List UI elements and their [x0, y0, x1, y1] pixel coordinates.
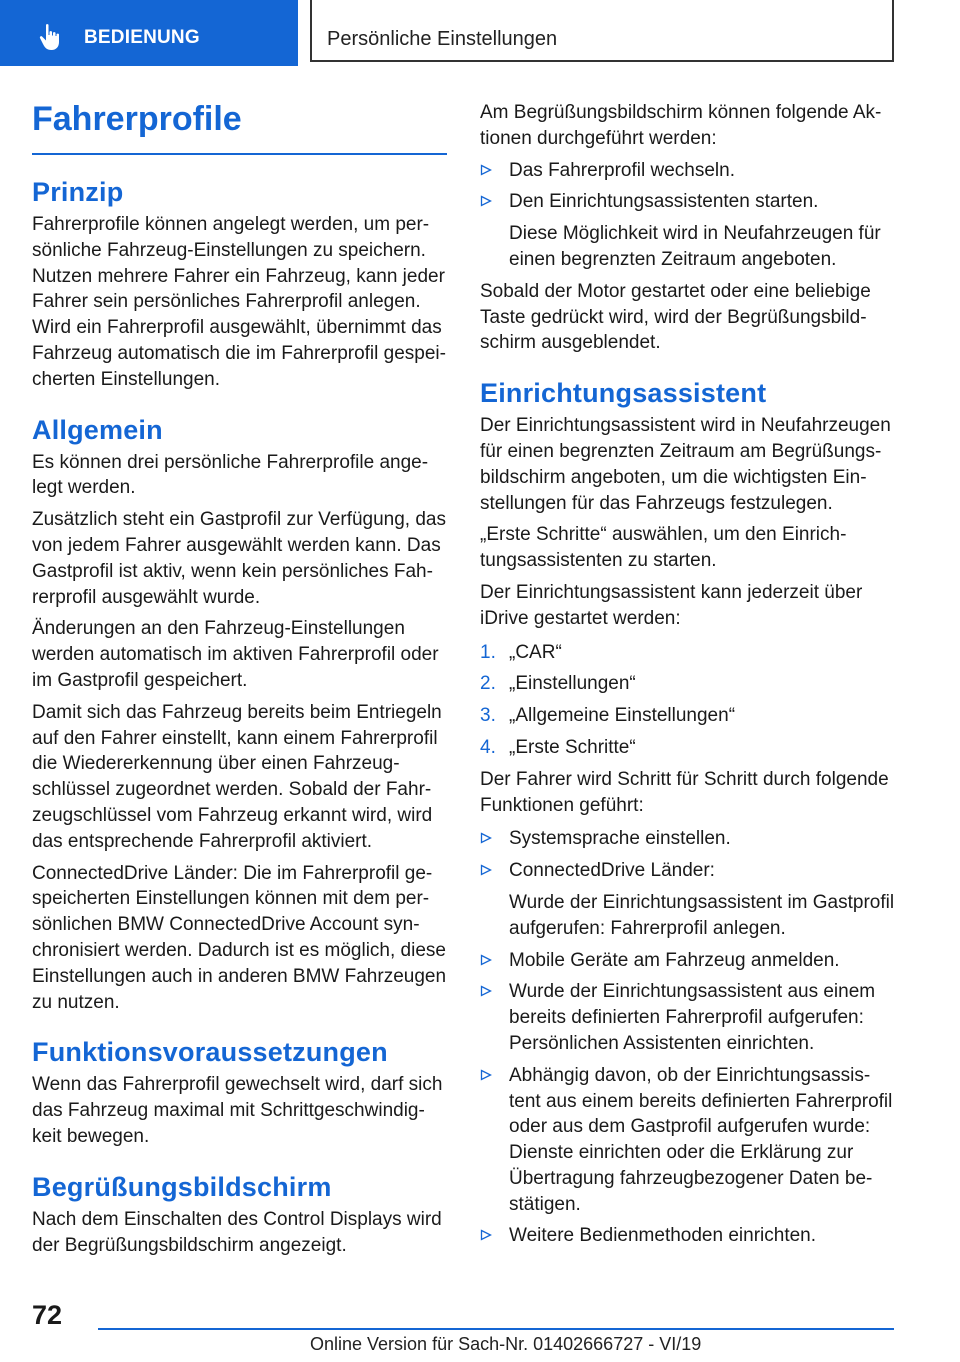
step-number: 3.	[480, 705, 496, 727]
paragraph: Nach dem Einschalten des Control Displays wird der Begrüßungsbildschirm angezeigt.	[32, 1208, 442, 1256]
section-label: Persönliche Einstellungen	[327, 28, 558, 50]
section-begruessungsbildschirm	[32, 1172, 447, 1259]
heading-funktionsvoraussetzungen: Funktionsvoraussetzungen	[32, 1037, 388, 1068]
list-item-text: ConnectedDrive Länder:	[509, 860, 715, 882]
heading-begruessungsbildschirm: Begrüßungsbildschirm	[32, 1171, 332, 1202]
triangle-bullet-icon	[480, 164, 492, 176]
actions-list	[480, 158, 895, 273]
list-item-text: Den Einrichtungsassistenten starten.	[509, 191, 819, 213]
triangle-bullet-icon	[480, 1069, 492, 1081]
paragraph: Der Einrichtungsassistent kann jederzeit über iDrive gestartet werden:	[480, 581, 863, 629]
list-item-text: Mobile Geräte am Fahrzeug anmelden.	[509, 949, 840, 971]
hand-pointer-icon	[38, 23, 64, 51]
step-number: 2.	[480, 673, 496, 695]
paragraph: Damit sich das Fahrzeug bereits beim Entriegeln auf den Fahrer einstellt, kann einem Fahrerprofil die Wiedererkennung über einen Fahrzeugschlüssel zugeordnet werden. Sobald der Fahrzeugschlüssel vom Fahrzeug erkannt wird, wird das entsprechende Fahrerprofil aktiviert.	[32, 701, 442, 852]
paragraph: Fahrerprofile können angelegt werden, um persönliche Fahrzeug-Einstellungen zu speichern. Nutzen mehrere Fahrer ein Fahrzeug, kann jeder Fahrer sein persönliches Fahrerprofil anlegen. Wird ein Fahrerprofil ausgewählt, übernimmt das Fahrzeug automatisch die im Fahrerprofil gespeicherten Einstellungen.	[32, 214, 446, 390]
list-item	[480, 158, 895, 184]
paragraph: Wenn das Fahrerprofil gewechselt wird, darf sich das Fahrzeug maximal mit Schrittgeschwindigkeit bewegen.	[32, 1074, 443, 1147]
step-text: „CAR“	[509, 641, 562, 663]
right-column	[480, 100, 895, 1271]
chapter-tab	[0, 0, 298, 66]
section-prinzip	[32, 177, 447, 393]
step-number: 1.	[480, 641, 496, 663]
footer-divider	[98, 1328, 894, 1330]
list-item-text: Das Fahrerprofil wechseln.	[509, 159, 735, 181]
triangle-bullet-icon	[480, 864, 492, 876]
paragraph: Es können drei persönliche Fahrerprofile angelegt werden.	[32, 451, 429, 499]
paragraph: Änderungen an den Fahrzeug-Einstellungen werden automatisch im aktiven Fahrerprofil oder im Gastprofil gespeichert.	[32, 618, 439, 691]
step-text: „Einstellungen“	[509, 673, 636, 695]
step-text: „Allgemeine Einstellungen“	[509, 705, 736, 727]
list-item-text: Abhängig davon, ob der Einrichtungsassistent aus einem bereits definierten Fahrerprofil oder aus dem Gastprofil aufgerufen wurde: Dienste einrichten oder die Erklärung zur Übertragung fahrzeugbezogener Daten bestätigen.	[509, 1064, 893, 1215]
section-funktionsvoraussetzungen	[32, 1037, 447, 1149]
paragraph: Zusätzlich steht ein Gastprofil zur Verfügung, das von jedem Fahrer ausgewählt werden kann. Das Gastprofil ist aktiv, wenn kein persönliches Fahrerprofil ausgewählt wurde.	[32, 509, 446, 608]
list-item	[480, 979, 895, 1056]
triangle-bullet-icon	[480, 832, 492, 844]
list-item	[480, 703, 895, 729]
list-item-text: Weitere Bedienmethoden einrichten.	[509, 1225, 817, 1247]
list-item-subtext: Diese Möglichkeit wird in Neufahrzeugen für einen begrenzten Zeitraum angeboten.	[509, 223, 881, 270]
heading-allgemein: Allgemein	[32, 414, 163, 445]
heading-prinzip: Prinzip	[32, 177, 124, 207]
triangle-bullet-icon	[480, 1229, 492, 1241]
step-number: 4.	[480, 736, 496, 758]
list-item	[480, 189, 895, 272]
list-item	[480, 826, 895, 852]
list-item	[480, 948, 895, 974]
section-einrichtungsassistent	[480, 378, 895, 1249]
triangle-bullet-icon	[480, 954, 492, 966]
triangle-bullet-icon	[480, 985, 492, 997]
list-item	[480, 1223, 895, 1249]
paragraph: Sobald der Motor gestartet oder eine beliebige Taste gedrückt wird, wird der Begrüßungsbildschirm ausgeblendet.	[480, 280, 871, 354]
heading-einrichtungsassistent: Einrichtungsassistent	[480, 378, 767, 409]
list-item-subtext: Wurde der Einrichtungsassistent im Gastprofil aufgerufen: Fahrerprofil anlegen.	[509, 891, 895, 939]
section-tab	[310, 0, 894, 62]
triangle-bullet-icon	[480, 195, 492, 207]
paragraph: Am Begrüßungsbildschirm können folgende Aktionen durchgeführt werden:	[480, 102, 882, 149]
page-header	[0, 0, 960, 66]
steps-list	[480, 640, 895, 761]
paragraph: „Erste Schritte“ auswählen, um den Einrichtungsassistenten zu starten.	[480, 524, 847, 572]
list-item	[480, 671, 895, 697]
list-item	[480, 858, 895, 941]
paragraph: ConnectedDrive Länder: Die im Fahrerprofil gespeicherten Einstellungen können mit dem persönlichen BMW ConnectedDrive Account synchronisiert werden. Dadurch ist es möglich, diese Einstellungen auch in anderen BMW Fahrzeugen zu nutzen.	[32, 862, 447, 1013]
chapter-label: BEDIENUNG	[84, 27, 200, 48]
paragraph: Der Einrichtungsassistent wird in Neufahrzeugen für einen begrenzten Zeitraum am Begrüßungsbildschirm angeboten, um die wichtigsten Einstellungen für das Fahrzeugs festzulegen.	[480, 415, 891, 514]
functions-list	[480, 826, 895, 1249]
section-allgemein	[32, 415, 447, 1016]
page-title: Fahrerprofile	[32, 100, 242, 138]
page-number: 72	[32, 1300, 63, 1330]
list-item-text: Systemsprache einstellen.	[509, 828, 731, 850]
step-text: „Erste Schritte“	[509, 736, 636, 758]
title-divider	[32, 153, 447, 155]
list-item	[480, 640, 895, 666]
list-item-text: Wurde der Einrichtungsassistent aus einem bereits definierten Fahrerprofil aufgerufen: Persönlichen Assistenten einrichten.	[509, 981, 876, 1054]
left-column	[32, 100, 447, 1280]
list-item	[480, 735, 895, 761]
footer-online-version: Online Version für Sach-Nr. 01402666727 - VI/19	[310, 1334, 702, 1354]
paragraph: Der Fahrer wird Schritt für Schritt durch folgende Funktionen geführt:	[480, 768, 889, 816]
list-item	[480, 1063, 895, 1218]
